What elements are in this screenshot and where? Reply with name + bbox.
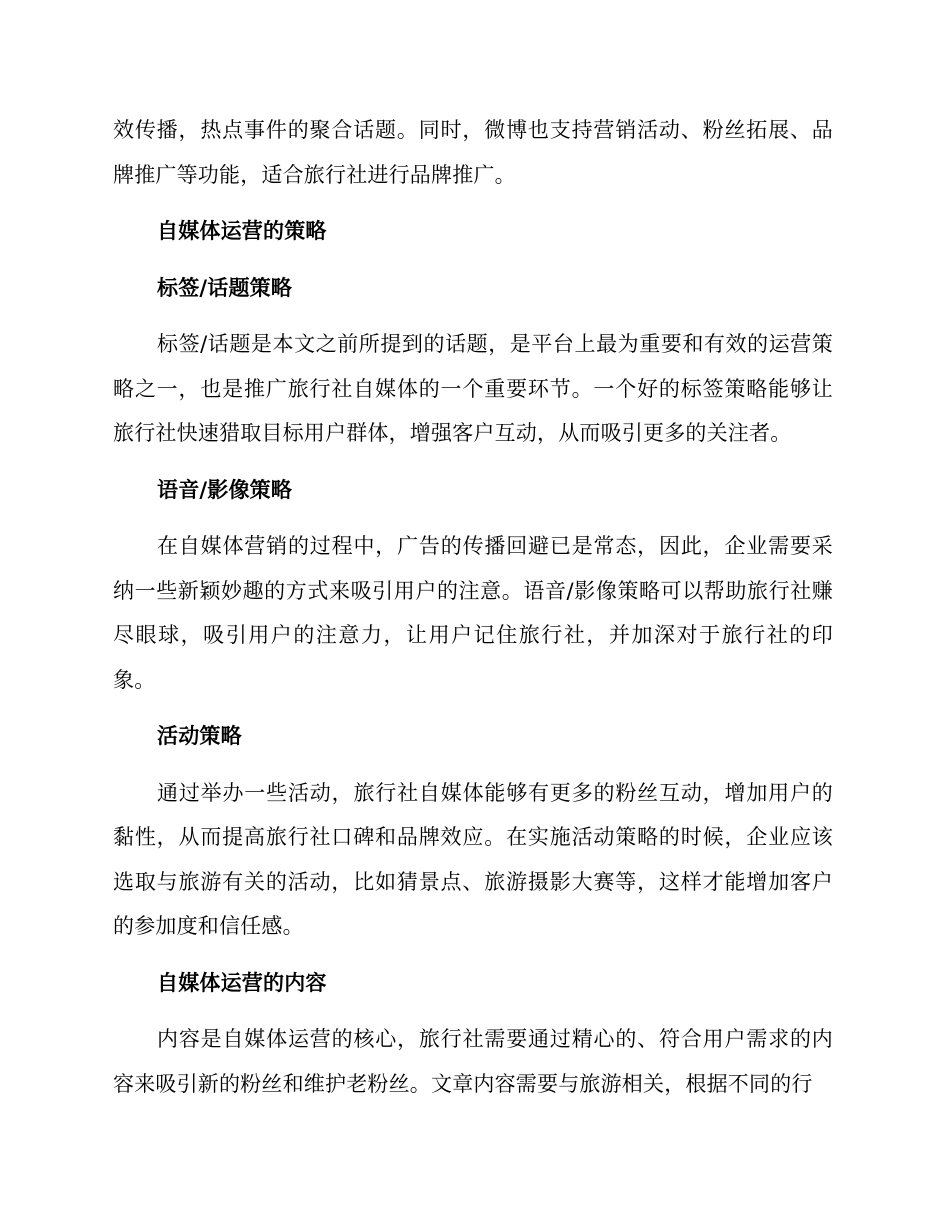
paragraph-weibo-continuation: 效传播，热点事件的聚合话题。同时，微博也支持营销活动、粉丝拓展、品牌推广等功能，适合旅行社进行品牌推广。 — [113, 118, 833, 187]
document-page — [113, 108, 833, 1118]
subheading-activity: 活动策略 — [157, 724, 242, 748]
paragraph-activity: 通过举办一些活动，旅行社自媒体能够有更多的粉丝互动，增加用户的黏性，从而提高旅行社口碑和品牌效应。在实施活动策略的时候，企业应该选取与旅游有关的活动，比如猜景点、旅游摄影大赛等，这样才能增加客户的参加度和信任感。 — [113, 780, 833, 938]
section-heading-strategy: 自媒体运营的策略 — [157, 219, 327, 243]
paragraph-tag-topic: 标签/话题是本文之前所提到的话题，是平台上最为重要和有效的运营策略之一，也是推广旅行社自媒体的一个重要环节。一个好的标签策略能够让旅行社快速猎取目标用户群体，增强客户互动，从而吸引更多的关注者。 — [113, 332, 833, 445]
paragraph-voice-video: 在自媒体营销的过程中，广告的传播回避已是常态，因此，企业需要采纳一些新颖妙趣的方式来吸引用户的注意。语音/影像策略可以帮助旅行社赚尽眼球，吸引用户的注意力，让用户记住旅行社，并加深对于旅行社的印象。 — [113, 534, 833, 692]
subheading-voice-video: 语音/影像策略 — [157, 477, 293, 502]
section-heading-content: 自媒体运营的内容 — [157, 970, 327, 995]
subheading-tag-topic: 标签/话题策略 — [157, 275, 293, 300]
paragraph-content: 内容是自媒体运营的核心，旅行社需要通过精心的、符合用户需求的内容来吸引新的粉丝和维护老粉丝。文章内容需要与旅游相关，根据不同的行 — [113, 1027, 833, 1096]
